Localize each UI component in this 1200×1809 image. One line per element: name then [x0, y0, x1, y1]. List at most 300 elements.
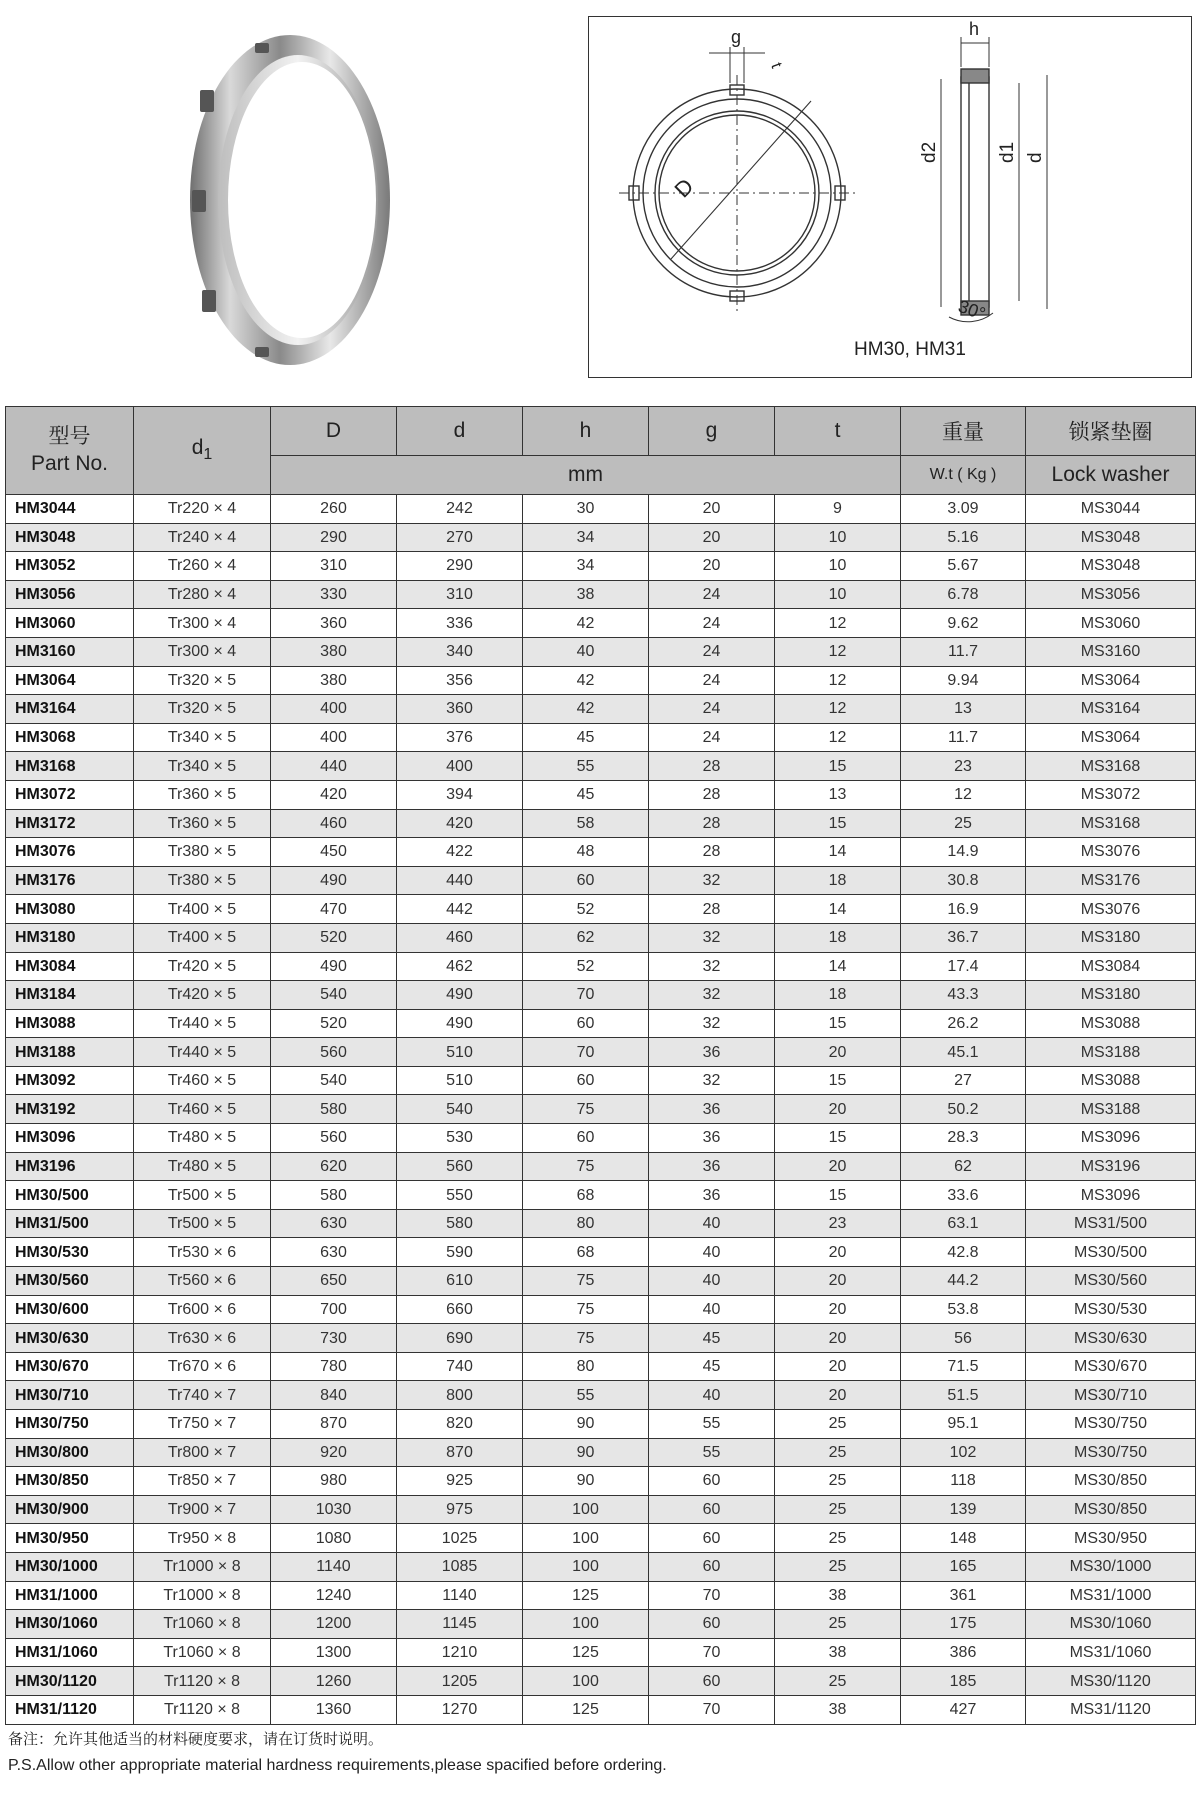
cell-weight: 9.94: [901, 666, 1026, 695]
table-row: [6, 609, 1196, 638]
cell-weight: 5.16: [901, 523, 1026, 552]
cell-d: 394: [397, 780, 523, 809]
cell-t: 20: [775, 1295, 901, 1324]
cell-t: 12: [775, 723, 901, 752]
header-part-no: [6, 407, 134, 495]
cell-d1: Tr670 × 6: [134, 1352, 271, 1381]
cell-weight: 26.2: [901, 1009, 1026, 1038]
table-row: [6, 1181, 1196, 1210]
cell-D: 540: [271, 1066, 397, 1095]
cell-weight: 386: [901, 1638, 1026, 1667]
cell-d: 590: [397, 1238, 523, 1267]
table-row: [6, 1695, 1196, 1724]
cell-g: 45: [649, 1352, 775, 1381]
cell-d: 1025: [397, 1524, 523, 1553]
table-row: [6, 1581, 1196, 1610]
cell-t: 25: [775, 1438, 901, 1467]
technical-drawing-panel: [588, 16, 1192, 378]
cell-d: 870: [397, 1438, 523, 1467]
cell-D: 840: [271, 1381, 397, 1410]
cell-lock-washer: MS3088: [1026, 1009, 1196, 1038]
cell-g: 36: [649, 1095, 775, 1124]
table-row: [6, 1667, 1196, 1696]
cell-part-no: HM30/530: [6, 1238, 134, 1267]
header-part-en: Part No.: [30, 451, 109, 475]
cell-d: 610: [397, 1267, 523, 1296]
cell-g: 28: [649, 838, 775, 867]
cell-d: 490: [397, 981, 523, 1010]
cell-D: 470: [271, 895, 397, 924]
cell-g: 36: [649, 1181, 775, 1210]
cell-t: 15: [775, 752, 901, 781]
cell-weight: 118: [901, 1467, 1026, 1496]
cell-d1: Tr1060 × 8: [134, 1638, 271, 1667]
cell-weight: 427: [901, 1695, 1026, 1724]
cell-d: 336: [397, 609, 523, 638]
cell-d: 340: [397, 637, 523, 666]
cell-t: 12: [775, 637, 901, 666]
cell-d: 550: [397, 1181, 523, 1210]
header-lock-washer-en: Lock washer: [1026, 456, 1196, 495]
cell-t: 15: [775, 1009, 901, 1038]
cell-part-no: HM30/630: [6, 1324, 134, 1353]
cell-t: 12: [775, 666, 901, 695]
table-row: [6, 780, 1196, 809]
cell-weight: 28.3: [901, 1124, 1026, 1153]
cell-g: 32: [649, 923, 775, 952]
cell-part-no: HM3088: [6, 1009, 134, 1038]
cell-t: 15: [775, 809, 901, 838]
cell-d: 660: [397, 1295, 523, 1324]
cell-part-no: HM3196: [6, 1152, 134, 1181]
cell-h: 100: [523, 1610, 649, 1639]
cell-t: 20: [775, 1238, 901, 1267]
cell-lock-washer: MS30/850: [1026, 1467, 1196, 1496]
cell-weight: 25: [901, 809, 1026, 838]
cell-g: 20: [649, 495, 775, 524]
cell-part-no: HM30/800: [6, 1438, 134, 1467]
header-d1-sub: 1: [203, 446, 213, 464]
header-h: h: [523, 407, 649, 456]
cell-d1: Tr260 × 4: [134, 552, 271, 581]
table-row: [6, 895, 1196, 924]
table-row: [6, 1295, 1196, 1324]
cell-part-no: HM31/1000: [6, 1581, 134, 1610]
cell-d: 356: [397, 666, 523, 695]
cell-h: 60: [523, 1066, 649, 1095]
label-D: D: [669, 173, 699, 203]
table-row: [6, 1009, 1196, 1038]
cell-h: 80: [523, 1352, 649, 1381]
cell-d: 1205: [397, 1667, 523, 1696]
cell-weight: 36.7: [901, 923, 1026, 952]
cell-d: 560: [397, 1152, 523, 1181]
cell-d: 510: [397, 1038, 523, 1067]
table-row: [6, 523, 1196, 552]
cell-part-no: HM3064: [6, 666, 134, 695]
cell-d: 440: [397, 866, 523, 895]
header-d1-main: d: [191, 436, 204, 460]
table-row: [6, 1467, 1196, 1496]
cell-weight: 6.78: [901, 580, 1026, 609]
cell-h: 125: [523, 1695, 649, 1724]
table-row: [6, 952, 1196, 981]
cell-part-no: HM3192: [6, 1095, 134, 1124]
cell-h: 55: [523, 1381, 649, 1410]
cell-part-no: HM3184: [6, 981, 134, 1010]
cell-part-no: HM3188: [6, 1038, 134, 1067]
cell-D: 630: [271, 1238, 397, 1267]
cell-t: 14: [775, 838, 901, 867]
cell-h: 75: [523, 1095, 649, 1124]
cell-d: 442: [397, 895, 523, 924]
cell-lock-washer: MS3096: [1026, 1124, 1196, 1153]
cell-D: 1030: [271, 1495, 397, 1524]
label-d: d: [1025, 152, 1046, 163]
table-row: [6, 495, 1196, 524]
cell-d1: Tr440 × 5: [134, 1038, 271, 1067]
cell-weight: 361: [901, 1581, 1026, 1610]
cell-weight: 3.09: [901, 495, 1026, 524]
cell-part-no: HM3176: [6, 866, 134, 895]
cell-g: 24: [649, 609, 775, 638]
cell-lock-washer: MS3084: [1026, 952, 1196, 981]
cell-weight: 62: [901, 1152, 1026, 1181]
cell-d1: Tr320 × 5: [134, 666, 271, 695]
cell-d: 530: [397, 1124, 523, 1153]
cell-g: 28: [649, 895, 775, 924]
cell-lock-washer: MS30/670: [1026, 1352, 1196, 1381]
table-row: [6, 1410, 1196, 1439]
table-row: [6, 809, 1196, 838]
cell-part-no: HM3172: [6, 809, 134, 838]
cell-h: 52: [523, 895, 649, 924]
cell-t: 38: [775, 1638, 901, 1667]
cell-g: 36: [649, 1152, 775, 1181]
table-row: [6, 1267, 1196, 1296]
cell-d1: Tr500 × 5: [134, 1209, 271, 1238]
table-row: [6, 552, 1196, 581]
cell-D: 400: [271, 723, 397, 752]
cell-t: 18: [775, 981, 901, 1010]
cell-t: 23: [775, 1209, 901, 1238]
cell-D: 380: [271, 637, 397, 666]
cell-h: 42: [523, 695, 649, 724]
cell-g: 32: [649, 866, 775, 895]
cell-t: 10: [775, 552, 901, 581]
cell-d1: Tr320 × 5: [134, 695, 271, 724]
cell-weight: 165: [901, 1552, 1026, 1581]
cell-g: 24: [649, 666, 775, 695]
cell-D: 560: [271, 1038, 397, 1067]
cell-lock-washer: MS3076: [1026, 895, 1196, 924]
cell-d: 310: [397, 580, 523, 609]
cell-g: 24: [649, 580, 775, 609]
cell-g: 32: [649, 952, 775, 981]
cell-lock-washer: MS30/950: [1026, 1524, 1196, 1553]
cell-h: 42: [523, 666, 649, 695]
cell-weight: 45.1: [901, 1038, 1026, 1067]
cell-part-no: HM3092: [6, 1066, 134, 1095]
cell-t: 10: [775, 580, 901, 609]
cell-t: 18: [775, 866, 901, 895]
cell-part-no: HM3068: [6, 723, 134, 752]
cell-D: 440: [271, 752, 397, 781]
cell-d1: Tr460 × 5: [134, 1095, 271, 1124]
cell-lock-washer: MS30/750: [1026, 1410, 1196, 1439]
cell-h: 68: [523, 1238, 649, 1267]
cell-h: 60: [523, 1124, 649, 1153]
cell-part-no: HM30/850: [6, 1467, 134, 1496]
cell-weight: 185: [901, 1667, 1026, 1696]
cell-weight: 42.8: [901, 1238, 1026, 1267]
cell-h: 48: [523, 838, 649, 867]
cell-h: 100: [523, 1495, 649, 1524]
note-english: P.S.Allow other appropriate material hardness requirements,please spacified before ordering.: [8, 1757, 667, 1774]
cell-h: 34: [523, 552, 649, 581]
cell-h: 90: [523, 1410, 649, 1439]
cell-D: 290: [271, 523, 397, 552]
cell-weight: 50.2: [901, 1095, 1026, 1124]
cell-t: 12: [775, 695, 901, 724]
cell-d1: Tr380 × 5: [134, 838, 271, 867]
cell-lock-washer: MS3088: [1026, 1066, 1196, 1095]
cell-lock-washer: MS3044: [1026, 495, 1196, 524]
cell-weight: 43.3: [901, 981, 1026, 1010]
cell-part-no: HM30/950: [6, 1524, 134, 1553]
cell-h: 125: [523, 1581, 649, 1610]
cell-h: 68: [523, 1181, 649, 1210]
cell-weight: 11.7: [901, 723, 1026, 752]
cell-g: 55: [649, 1410, 775, 1439]
cell-t: 25: [775, 1495, 901, 1524]
cell-g: 60: [649, 1610, 775, 1639]
cell-d: 422: [397, 838, 523, 867]
cell-d1: Tr440 × 5: [134, 1009, 271, 1038]
cell-lock-washer: MS3064: [1026, 666, 1196, 695]
cell-t: 12: [775, 609, 901, 638]
cell-D: 620: [271, 1152, 397, 1181]
cell-g: 70: [649, 1638, 775, 1667]
table-row: [6, 1152, 1196, 1181]
cell-g: 24: [649, 695, 775, 724]
table-row: [6, 1524, 1196, 1553]
cell-h: 100: [523, 1667, 649, 1696]
cell-d: 800: [397, 1381, 523, 1410]
table-row: [6, 695, 1196, 724]
cell-d1: Tr560 × 6: [134, 1267, 271, 1296]
cell-D: 730: [271, 1324, 397, 1353]
cell-weight: 30.8: [901, 866, 1026, 895]
table-row: [6, 723, 1196, 752]
cell-g: 24: [649, 637, 775, 666]
cell-weight: 175: [901, 1610, 1026, 1639]
cell-part-no: HM3160: [6, 637, 134, 666]
cell-g: 36: [649, 1038, 775, 1067]
cell-g: 28: [649, 809, 775, 838]
cell-t: 20: [775, 1267, 901, 1296]
table-row: [6, 866, 1196, 895]
table-row: [6, 752, 1196, 781]
cell-part-no: HM3084: [6, 952, 134, 981]
cell-h: 70: [523, 1038, 649, 1067]
cell-d: 400: [397, 752, 523, 781]
cell-D: 490: [271, 952, 397, 981]
table-row: [6, 1610, 1196, 1639]
cell-g: 32: [649, 1009, 775, 1038]
cell-lock-washer: MS30/1000: [1026, 1552, 1196, 1581]
cell-lock-washer: MS3160: [1026, 637, 1196, 666]
cell-D: 580: [271, 1181, 397, 1210]
table-row: [6, 1038, 1196, 1067]
cell-lock-washer: MS30/560: [1026, 1267, 1196, 1296]
cell-d1: Tr750 × 7: [134, 1410, 271, 1439]
cell-d1: Tr300 × 4: [134, 637, 271, 666]
lock-nut-photo: [170, 25, 400, 375]
cell-lock-washer: MS30/710: [1026, 1381, 1196, 1410]
cell-D: 1260: [271, 1667, 397, 1696]
cell-d1: Tr380 × 5: [134, 866, 271, 895]
table-row: [6, 1238, 1196, 1267]
cell-D: 520: [271, 923, 397, 952]
cell-d1: Tr360 × 5: [134, 809, 271, 838]
cell-d1: Tr500 × 5: [134, 1181, 271, 1210]
cell-g: 60: [649, 1667, 775, 1696]
cell-D: 380: [271, 666, 397, 695]
cell-h: 75: [523, 1324, 649, 1353]
cell-d1: Tr420 × 5: [134, 952, 271, 981]
cell-d: 975: [397, 1495, 523, 1524]
cell-t: 14: [775, 895, 901, 924]
cell-t: 9: [775, 495, 901, 524]
cell-lock-washer: MS3180: [1026, 923, 1196, 952]
cell-d: 360: [397, 695, 523, 724]
cell-lock-washer: MS3168: [1026, 752, 1196, 781]
cell-t: 25: [775, 1552, 901, 1581]
cell-weight: 53.8: [901, 1295, 1026, 1324]
label-t: t: [767, 60, 785, 71]
cell-part-no: HM3096: [6, 1124, 134, 1153]
cell-part-no: HM31/500: [6, 1209, 134, 1238]
cell-D: 330: [271, 580, 397, 609]
table-row: [6, 1095, 1196, 1124]
cell-d: 1140: [397, 1581, 523, 1610]
cell-weight: 11.7: [901, 637, 1026, 666]
cell-weight: 16.9: [901, 895, 1026, 924]
table-row: [6, 1124, 1196, 1153]
table-row: [6, 1352, 1196, 1381]
header-unit-mm: mm: [271, 456, 901, 495]
cell-d: 540: [397, 1095, 523, 1124]
cell-weight: 102: [901, 1438, 1026, 1467]
cell-g: 60: [649, 1524, 775, 1553]
cell-h: 62: [523, 923, 649, 952]
cell-h: 34: [523, 523, 649, 552]
cell-lock-washer: MS30/850: [1026, 1495, 1196, 1524]
cell-weight: 23: [901, 752, 1026, 781]
cell-D: 260: [271, 495, 397, 524]
table-row: [6, 838, 1196, 867]
cell-d: 510: [397, 1066, 523, 1095]
cell-weight: 33.6: [901, 1181, 1026, 1210]
cell-d1: Tr630 × 6: [134, 1324, 271, 1353]
cell-lock-washer: MS3168: [1026, 809, 1196, 838]
cell-d1: Tr340 × 5: [134, 752, 271, 781]
cell-weight: 63.1: [901, 1209, 1026, 1238]
cell-d1: Tr600 × 6: [134, 1295, 271, 1324]
cell-h: 75: [523, 1152, 649, 1181]
cell-lock-washer: MS3180: [1026, 981, 1196, 1010]
cell-t: 20: [775, 1381, 901, 1410]
cell-d1: Tr1120 × 8: [134, 1667, 271, 1696]
cell-t: 10: [775, 523, 901, 552]
cell-D: 460: [271, 809, 397, 838]
cell-lock-washer: MS3076: [1026, 838, 1196, 867]
header-weight-cn: 重量: [901, 407, 1026, 456]
cell-lock-washer: MS3048: [1026, 552, 1196, 581]
cell-g: 28: [649, 752, 775, 781]
cell-part-no: HM30/560: [6, 1267, 134, 1296]
cell-D: 420: [271, 780, 397, 809]
cell-d: 1085: [397, 1552, 523, 1581]
cell-D: 560: [271, 1124, 397, 1153]
spec-table: [5, 406, 1196, 1725]
cell-weight: 51.5: [901, 1381, 1026, 1410]
cell-lock-washer: MS3164: [1026, 695, 1196, 724]
cell-D: 700: [271, 1295, 397, 1324]
cell-t: 20: [775, 1095, 901, 1124]
cell-d1: Tr360 × 5: [134, 780, 271, 809]
cell-t: 38: [775, 1695, 901, 1724]
cell-g: 28: [649, 780, 775, 809]
cell-h: 125: [523, 1638, 649, 1667]
cell-t: 25: [775, 1667, 901, 1696]
cell-D: 310: [271, 552, 397, 581]
cell-d: 925: [397, 1467, 523, 1496]
label-d2: d2: [919, 141, 940, 163]
cell-g: 70: [649, 1695, 775, 1724]
cell-part-no: HM30/900: [6, 1495, 134, 1524]
cell-part-no: HM3180: [6, 923, 134, 952]
table-row: [6, 981, 1196, 1010]
cell-lock-washer: MS3072: [1026, 780, 1196, 809]
cell-g: 32: [649, 981, 775, 1010]
cell-h: 100: [523, 1552, 649, 1581]
cell-lock-washer: MS3056: [1026, 580, 1196, 609]
cell-d1: Tr740 × 7: [134, 1381, 271, 1410]
cell-d1: Tr400 × 5: [134, 895, 271, 924]
cell-t: 20: [775, 1352, 901, 1381]
cell-d: 462: [397, 952, 523, 981]
cell-D: 630: [271, 1209, 397, 1238]
label-d1: d1: [997, 141, 1018, 163]
header-weight-en: W.t ( Kg ): [901, 456, 1026, 495]
cell-d1: Tr480 × 5: [134, 1152, 271, 1181]
cell-weight: 148: [901, 1524, 1026, 1553]
cell-d: 290: [397, 552, 523, 581]
cell-lock-washer: MS30/500: [1026, 1238, 1196, 1267]
cell-d1: Tr800 × 7: [134, 1438, 271, 1467]
cell-h: 42: [523, 609, 649, 638]
cell-lock-washer: MS3188: [1026, 1038, 1196, 1067]
cell-part-no: HM30/670: [6, 1352, 134, 1381]
cell-D: 580: [271, 1095, 397, 1124]
cell-t: 18: [775, 923, 901, 952]
cell-lock-washer: MS30/1060: [1026, 1610, 1196, 1639]
table-row: [6, 1209, 1196, 1238]
cell-D: 400: [271, 695, 397, 724]
cell-weight: 13: [901, 695, 1026, 724]
